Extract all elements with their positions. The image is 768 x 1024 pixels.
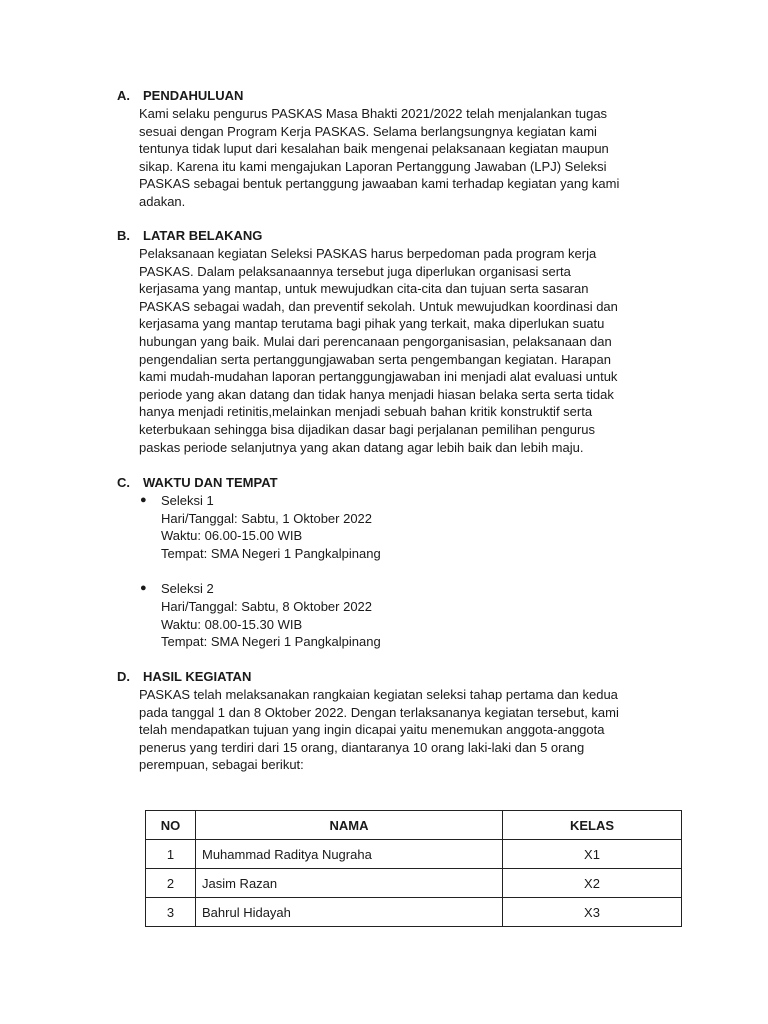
cell-kelas: X1 — [503, 840, 682, 869]
paragraph-line: adakan. — [139, 193, 186, 209]
paragraph-line: tentunya tidak luput dari kesalahan baik mengenai pelaksanaan kegiatan maupun — [139, 141, 609, 157]
section-heading — [117, 669, 677, 685]
section-paragraph — [139, 245, 677, 456]
section-waktu-tempat — [117, 475, 677, 651]
schedule-time: Waktu: 08.00-15.30 WIB — [161, 616, 303, 632]
schedule-name: Seleksi 2 — [161, 581, 214, 597]
column-header-kelas: KELAS — [503, 811, 682, 840]
cell-kelas: X2 — [503, 869, 682, 898]
paragraph-line: kerjasama yang mantap, untuk mewujudkan cita-cita dan tujuan serta sasaran — [139, 281, 589, 297]
section-latar-belakang — [117, 228, 677, 456]
paragraph-line: telah mendapatkan tujuan yang ingin dicapai yaitu menemukan anggota-anggota — [139, 722, 605, 738]
section-letter: C. — [117, 475, 130, 490]
schedule-place: Tempat: SMA Negeri 1 Pangkalpinang — [161, 545, 381, 561]
column-header-nama: NAMA — [196, 811, 503, 840]
paragraph-line: sikap. Karena itu kami mengajukan Laporan Pertanggung Jawaban (LPJ) Seleksi — [139, 158, 607, 174]
cell-nama: Muhammad Raditya Nugraha — [196, 840, 503, 869]
section-title: WAKTU DAN TEMPAT — [143, 475, 278, 490]
schedule-time: Waktu: 06.00-15.00 WIB — [161, 528, 303, 544]
section-letter: A. — [117, 88, 130, 103]
paragraph-line: kami mudah-mudahan laporan pertanggungjawaban ini menjadi alat evaluasi untuk — [139, 369, 618, 385]
cell-nama: Bahrul Hidayah — [196, 898, 503, 927]
table-row — [146, 840, 682, 869]
section-heading — [117, 228, 677, 244]
paragraph-line: hubungan yang baik. Mulai dari perencanaan pengorganisasian, pelaksanaan dan — [139, 333, 612, 349]
table-row — [146, 898, 682, 927]
paragraph-line: penerus yang terdiri dari 15 orang, diantaranya 10 orang laki-laki dan 5 orang — [139, 739, 585, 755]
paragraph-line: PASKAS. Dalam pelaksanaannya tersebut juga diperlukan organisasi serta — [139, 263, 571, 279]
cell-no: 3 — [146, 898, 196, 927]
paragraph-line: PASKAS sebagai wadah, dan preventif sekolah. Untuk mewujudkan koordinasi dan — [139, 298, 618, 314]
bullet-icon: ● — [140, 582, 147, 595]
cell-kelas: X3 — [503, 898, 682, 927]
members-table — [145, 810, 682, 927]
schedule-date: Hari/Tanggal: Sabtu, 8 Oktober 2022 — [161, 598, 373, 614]
paragraph-line: kerjasama yang mantap terutama bagi pihak yang terkait, maka diperlukan suatu — [139, 316, 605, 332]
paragraph-line: PASKAS telah melaksanakan rangkaian kegiatan seleksi tahap pertama dan kedua — [139, 687, 618, 702]
paragraph-line: Kami selaku pengurus PASKAS Masa Bhakti 2021/2022 telah menjalankan tugas — [139, 106, 608, 121]
section-hasil-kegiatan — [117, 669, 677, 774]
section-heading — [117, 475, 677, 491]
paragraph-line: Pelaksanaan kegiatan Seleksi PASKAS harus berpedoman pada program kerja — [139, 246, 597, 261]
schedule-item — [117, 492, 677, 562]
section-heading — [117, 88, 677, 104]
paragraph-line: pengendalian serta pertanggungjawaban serta pengembangan kegiatan. Harapan — [139, 351, 611, 367]
section-paragraph — [139, 105, 677, 211]
section-letter: D. — [117, 669, 130, 684]
bullet-icon: ● — [140, 494, 147, 506]
section-letter: B. — [117, 228, 130, 243]
paragraph-line: periode yang akan datang dan tidak hanya menjadi hiasan belaka serta serta tidak — [139, 386, 614, 402]
table-header-row — [146, 811, 682, 840]
paragraph-line: PASKAS sebagai bentuk pertanggung jawaaban kami terhadap kegiatan yang kami — [139, 176, 620, 192]
paragraph-line: perempuan, sebagai berikut: — [139, 757, 304, 773]
section-title: HASIL KEGIATAN — [143, 669, 252, 684]
column-header-no: NO — [146, 811, 196, 840]
cell-no: 1 — [146, 840, 196, 869]
section-title: PENDAHULUAN — [143, 88, 244, 103]
paragraph-line: keterbukaan sehingga bisa dijadikan dasar bagi perjalanan pemilihan pengurus — [139, 421, 596, 437]
section-paragraph — [139, 686, 677, 774]
schedule-item — [117, 580, 677, 650]
paragraph-line: sesuai dengan Program Kerja PASKAS. Selama berlangsungnya kegiatan kami — [139, 123, 597, 139]
schedule-list — [117, 492, 677, 651]
paragraph-line: pada tanggal 1 dan 8 Oktober 2022. Dengan terlaksananya kegiatan tersebut, kami — [139, 704, 619, 720]
table-row — [146, 869, 682, 898]
cell-nama: Jasim Razan — [196, 869, 503, 898]
paragraph-line: paskas periode selanjutnya yang akan datang agar lebih baik dan lebih maju. — [139, 439, 584, 455]
section-title: LATAR BELAKANG — [143, 228, 263, 243]
paragraph-line: hanya menjadi retinitis,melainkan menjadi sebuah bahan kritik konstruktif serta — [139, 404, 593, 420]
schedule-name: Seleksi 1 — [161, 493, 214, 508]
schedule-place: Tempat: SMA Negeri 1 Pangkalpinang — [161, 634, 381, 650]
schedule-date: Hari/Tanggal: Sabtu, 1 Oktober 2022 — [161, 510, 373, 526]
cell-no: 2 — [146, 869, 196, 898]
section-pendahuluan — [117, 88, 677, 211]
